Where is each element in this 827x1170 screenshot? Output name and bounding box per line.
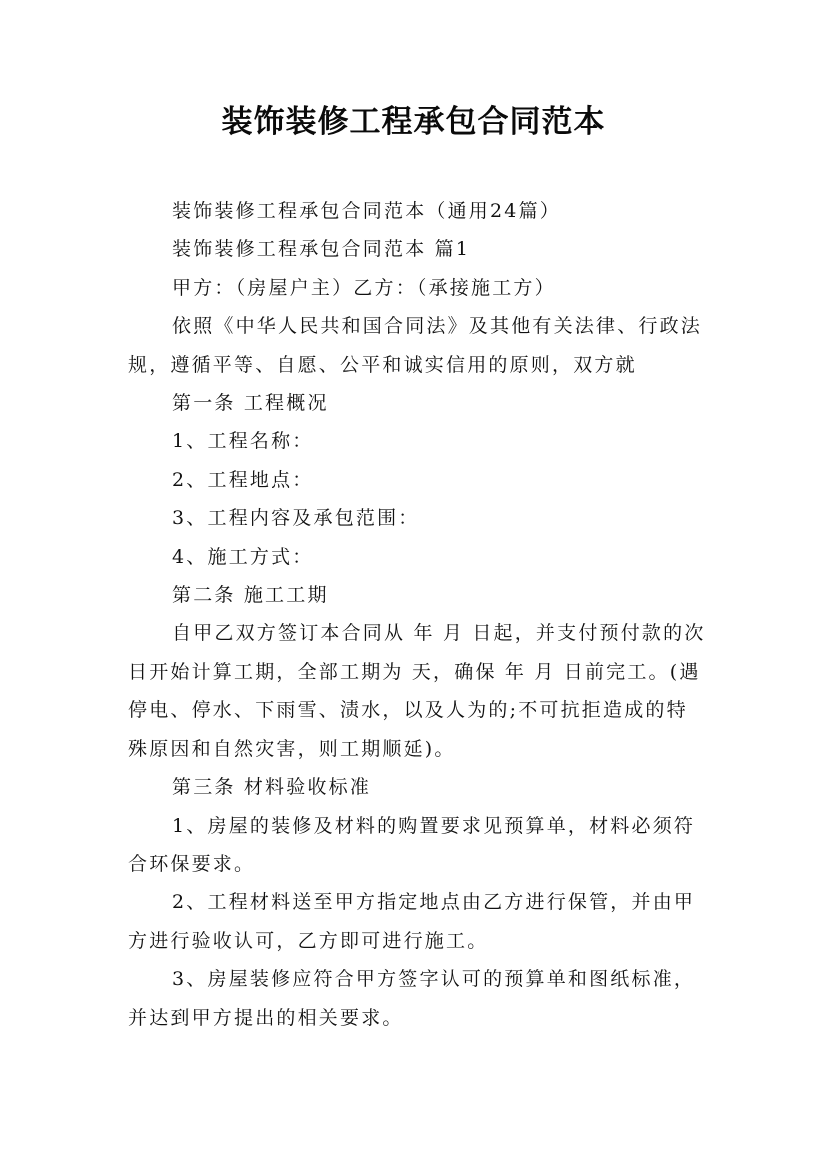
list-item: 2、工程材料送至甲方指定地点由乙方进行保管，并由甲方进行验收认可，乙方即可进行施工。 [128,891,696,952]
section-heading-2: 第二条 施工工期 [172,584,329,607]
list-item: 1、房屋的装修及材料的购置要求见预算单，材料必须符合环保要求。 [128,814,696,875]
list-item: 1、工程名称： [172,430,314,453]
section-heading-1: 第一条 工程概况 [172,392,329,415]
list-item: 3、工程内容及承包范围： [172,507,420,530]
paragraph-parties: 甲方：（房屋户主）乙方：（承接施工方） [172,276,556,299]
paragraph-schedule: 自甲乙双方签订本合同从 年 月 日起，并支付预付款的次日开始计算工期，全部工期为 天，确保 年 月 日前完工。(遇停电、停水、下雨雪、渍水，以及人为的;不可抗拒造成的特殊原因和自然灾害，则工期顺延)。 [128,622,706,760]
document-title: 装饰装修工程承包合同范本 [221,104,606,140]
list-item: 3、房屋装修应符合甲方签字认可的预算单和图纸标准，并达到甲方提出的相关要求。 [128,968,696,1029]
list-item: 2、工程地点： [172,468,314,491]
paragraph-preamble: 依照《中华人民共和国合同法》及其他有关法律、行政法规，遵循平等、自愿、公平和诚实信用的原则，双方就 [128,315,703,376]
paragraph-subtitle: 装饰装修工程承包合同范本（通用24篇） [172,200,561,222]
list-item: 4、施工方式： [172,545,314,568]
document-body [128,192,706,1037]
section-heading-3: 第三条 材料验收标准 [172,776,372,799]
paragraph-article-heading: 装饰装修工程承包合同范本 篇1 [172,238,471,261]
